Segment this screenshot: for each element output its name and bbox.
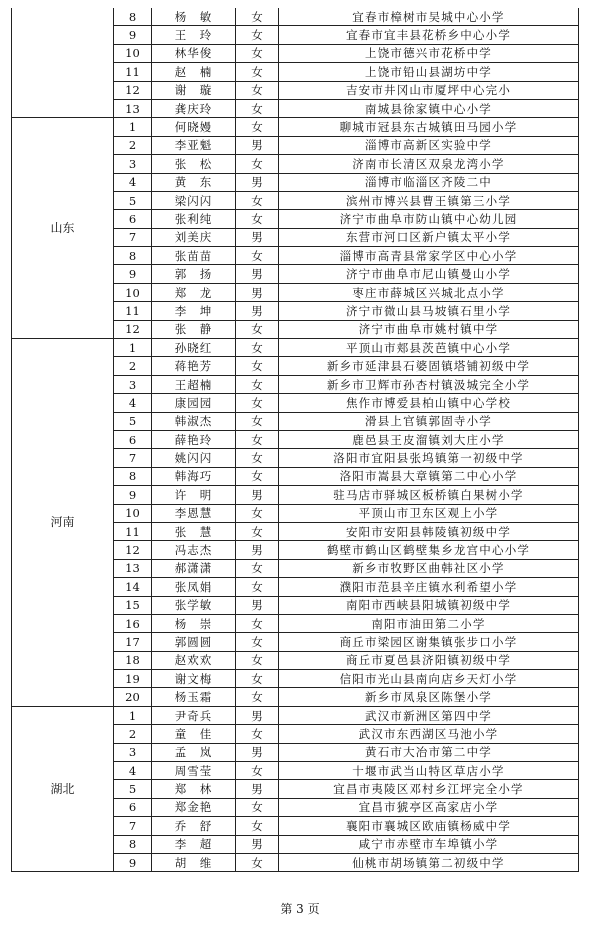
gender-cell: 女 <box>236 762 279 780</box>
teacher-name-cell: 李恩慧 <box>152 504 236 522</box>
row-number-cell: 8 <box>114 467 152 485</box>
teacher-name-cell: 郝潇潇 <box>152 559 236 577</box>
gender-cell: 女 <box>236 559 279 577</box>
row-number-cell: 9 <box>114 853 152 871</box>
school-name-cell: 滑县上官镇郭固寺小学 <box>279 412 579 430</box>
school-name-cell: 新乡市延津县石婆固镇塔铺初级中学 <box>279 357 579 375</box>
province-cell: 河南 <box>12 339 114 707</box>
teacher-name-cell: 郑金艳 <box>152 798 236 816</box>
row-number-cell: 10 <box>114 504 152 522</box>
school-name-cell: 十堰市武当山特区草店小学 <box>279 762 579 780</box>
school-name-cell: 驻马店市驿城区板桥镇白果树小学 <box>279 486 579 504</box>
teacher-name-cell: 郭 扬 <box>152 265 236 283</box>
teacher-name-cell: 郑 林 <box>152 780 236 798</box>
table-row <box>12 8 579 26</box>
row-number-cell: 9 <box>114 486 152 504</box>
teacher-name-cell: 康园园 <box>152 394 236 412</box>
row-number-cell: 17 <box>114 633 152 651</box>
gender-cell: 男 <box>236 486 279 504</box>
school-name-cell: 咸宁市赤壁市车埠镇小学 <box>279 835 579 853</box>
row-number-cell: 4 <box>114 762 152 780</box>
teacher-name-cell: 周雪莹 <box>152 762 236 780</box>
gender-cell: 男 <box>236 302 279 320</box>
row-number-cell: 20 <box>114 688 152 706</box>
row-number-cell: 3 <box>114 375 152 393</box>
row-number-cell: 7 <box>114 817 152 835</box>
row-number-cell: 6 <box>114 210 152 228</box>
teacher-name-cell: 谢 璇 <box>152 81 236 99</box>
teacher-name-cell: 郑 龙 <box>152 283 236 301</box>
school-name-cell: 武汉市新洲区第四中学 <box>279 706 579 724</box>
gender-cell: 女 <box>236 8 279 26</box>
gender-cell: 男 <box>236 228 279 246</box>
row-number-cell: 19 <box>114 670 152 688</box>
school-name-cell: 宜春市宜丰县花桥乡中心小学 <box>279 26 579 44</box>
school-name-cell: 新乡市卫辉市孙杏村镇汲城完全小学 <box>279 375 579 393</box>
gender-cell: 女 <box>236 614 279 632</box>
gender-cell: 女 <box>236 357 279 375</box>
row-number-cell: 10 <box>114 283 152 301</box>
row-number-cell: 8 <box>114 247 152 265</box>
school-name-cell: 上饶市德兴市花桥中学 <box>279 44 579 62</box>
school-name-cell: 济宁市曲阜市姚村镇中学 <box>279 320 579 338</box>
school-name-cell: 吉安市井冈山市厦坪中心完小 <box>279 81 579 99</box>
row-number-cell: 6 <box>114 430 152 448</box>
province-cell <box>12 8 114 118</box>
teacher-name-cell: 冯志杰 <box>152 541 236 559</box>
row-number-cell: 15 <box>114 596 152 614</box>
gender-cell: 女 <box>236 688 279 706</box>
school-name-cell: 安阳市安阳县韩陵镇初级中学 <box>279 522 579 540</box>
teacher-name-cell: 杨玉霜 <box>152 688 236 706</box>
row-number-cell: 5 <box>114 780 152 798</box>
teacher-name-cell: 龚庆玲 <box>152 99 236 117</box>
teacher-name-cell: 林华俊 <box>152 44 236 62</box>
row-number-cell: 5 <box>114 412 152 430</box>
gender-cell: 女 <box>236 412 279 430</box>
row-number-cell: 1 <box>114 118 152 136</box>
row-number-cell: 3 <box>114 743 152 761</box>
gender-cell: 女 <box>236 633 279 651</box>
gender-cell: 女 <box>236 394 279 412</box>
school-name-cell: 淄博市临淄区齐陵二中 <box>279 173 579 191</box>
teacher-name-cell: 薛艳玲 <box>152 430 236 448</box>
row-number-cell: 1 <box>114 339 152 357</box>
teacher-name-cell: 韩海巧 <box>152 467 236 485</box>
teacher-name-cell: 许 明 <box>152 486 236 504</box>
teacher-name-cell: 乔 舒 <box>152 817 236 835</box>
school-name-cell: 黄石市大冶市第二中学 <box>279 743 579 761</box>
gender-cell: 女 <box>236 817 279 835</box>
teacher-name-cell: 胡 维 <box>152 853 236 871</box>
row-number-cell: 12 <box>114 81 152 99</box>
row-number-cell: 10 <box>114 44 152 62</box>
school-name-cell: 济宁市微山县马坡镇石里小学 <box>279 302 579 320</box>
teacher-name-cell: 张 松 <box>152 155 236 173</box>
teacher-name-cell: 张苗苗 <box>152 247 236 265</box>
school-name-cell: 武汉市东西湖区马池小学 <box>279 725 579 743</box>
row-number-cell: 12 <box>114 320 152 338</box>
row-number-cell: 8 <box>114 835 152 853</box>
row-number-cell: 9 <box>114 26 152 44</box>
row-number-cell: 3 <box>114 155 152 173</box>
gender-cell: 男 <box>236 743 279 761</box>
school-name-cell: 宜昌市猇亭区高家店小学 <box>279 798 579 816</box>
teacher-name-cell: 孙晓红 <box>152 339 236 357</box>
gender-cell: 女 <box>236 467 279 485</box>
gender-cell: 女 <box>236 449 279 467</box>
row-number-cell: 8 <box>114 8 152 26</box>
gender-cell: 女 <box>236 430 279 448</box>
row-number-cell: 13 <box>114 559 152 577</box>
gender-cell: 女 <box>236 155 279 173</box>
teacher-name-cell: 刘美庆 <box>152 228 236 246</box>
school-name-cell: 南阳市油田第二小学 <box>279 614 579 632</box>
gender-cell: 女 <box>236 504 279 522</box>
row-number-cell: 2 <box>114 725 152 743</box>
teacher-name-cell: 王 玲 <box>152 26 236 44</box>
school-name-cell: 济宁市曲阜市尼山镇曼山小学 <box>279 265 579 283</box>
province-cell: 湖北 <box>12 706 114 872</box>
teacher-name-cell: 谢文梅 <box>152 670 236 688</box>
province-cell: 山东 <box>12 118 114 339</box>
teacher-name-cell: 杨 敏 <box>152 8 236 26</box>
school-name-cell: 南阳市西峡县阳城镇初级中学 <box>279 596 579 614</box>
school-name-cell: 淄博市高新区实验中学 <box>279 136 579 154</box>
teacher-roster-table <box>11 8 579 872</box>
school-name-cell: 淄博市高青县常家学区中心小学 <box>279 247 579 265</box>
school-name-cell: 新乡市凤泉区陈堡小学 <box>279 688 579 706</box>
gender-cell: 女 <box>236 118 279 136</box>
row-number-cell: 2 <box>114 357 152 375</box>
row-number-cell: 18 <box>114 651 152 669</box>
teacher-name-cell: 张 静 <box>152 320 236 338</box>
teacher-name-cell: 尹奇兵 <box>152 706 236 724</box>
gender-cell: 女 <box>236 522 279 540</box>
row-number-cell: 4 <box>114 394 152 412</box>
gender-cell: 女 <box>236 63 279 81</box>
teacher-name-cell: 张 慧 <box>152 522 236 540</box>
table-row <box>12 339 579 357</box>
gender-cell: 男 <box>236 283 279 301</box>
teacher-name-cell: 孟 岚 <box>152 743 236 761</box>
teacher-name-cell: 李 坤 <box>152 302 236 320</box>
teacher-name-cell: 童 佳 <box>152 725 236 743</box>
gender-cell: 男 <box>236 780 279 798</box>
school-name-cell: 平顶山市郏县茨芭镇中心小学 <box>279 339 579 357</box>
teacher-name-cell: 赵欢欢 <box>152 651 236 669</box>
school-name-cell: 新乡市牧野区曲韩社区小学 <box>279 559 579 577</box>
teacher-name-cell: 何晓嫚 <box>152 118 236 136</box>
teacher-name-cell: 赵 楠 <box>152 63 236 81</box>
row-number-cell: 13 <box>114 99 152 117</box>
gender-cell: 女 <box>236 320 279 338</box>
gender-cell: 男 <box>236 541 279 559</box>
gender-cell: 女 <box>236 26 279 44</box>
school-name-cell: 仙桃市胡场镇第二初级中学 <box>279 853 579 871</box>
school-name-cell: 滨州市博兴县曹王镇第三小学 <box>279 191 579 209</box>
teacher-name-cell: 姚闪闪 <box>152 449 236 467</box>
row-number-cell: 11 <box>114 63 152 81</box>
roster-body <box>12 8 579 872</box>
teacher-name-cell: 梁闪闪 <box>152 191 236 209</box>
teacher-name-cell: 李 超 <box>152 835 236 853</box>
teacher-name-cell: 杨 崇 <box>152 614 236 632</box>
school-name-cell: 洛阳市宜阳县张坞镇第一初级中学 <box>279 449 579 467</box>
school-name-cell: 济宁市曲阜市防山镇中心幼儿园 <box>279 210 579 228</box>
school-name-cell: 洛阳市嵩县大章镇第二中心小学 <box>279 467 579 485</box>
gender-cell: 男 <box>236 835 279 853</box>
gender-cell: 女 <box>236 210 279 228</box>
gender-cell: 女 <box>236 670 279 688</box>
gender-cell: 女 <box>236 651 279 669</box>
row-number-cell: 9 <box>114 265 152 283</box>
teacher-name-cell: 郭圆圆 <box>152 633 236 651</box>
gender-cell: 女 <box>236 99 279 117</box>
school-name-cell: 鹤壁市鹤山区鹤壁集乡龙宫中心小学 <box>279 541 579 559</box>
school-name-cell: 濮阳市范县辛庄镇水利希望小学 <box>279 578 579 596</box>
school-name-cell: 宜昌市夷陵区邓村乡江坪完全小学 <box>279 780 579 798</box>
row-number-cell: 4 <box>114 173 152 191</box>
school-name-cell: 上饶市铅山县湖坊中学 <box>279 63 579 81</box>
teacher-name-cell: 张凤娟 <box>152 578 236 596</box>
gender-cell: 女 <box>236 247 279 265</box>
gender-cell: 女 <box>236 725 279 743</box>
school-name-cell: 商丘市夏邑县济阳镇初级中学 <box>279 651 579 669</box>
school-name-cell: 焦作市博爱县柏山镇中心学校 <box>279 394 579 412</box>
gender-cell: 女 <box>236 81 279 99</box>
table-row <box>12 118 579 136</box>
school-name-cell: 商丘市梁园区谢集镇张步口小学 <box>279 633 579 651</box>
school-name-cell: 襄阳市襄城区欧庙镇杨威中学 <box>279 817 579 835</box>
row-number-cell: 6 <box>114 798 152 816</box>
gender-cell: 男 <box>236 136 279 154</box>
row-number-cell: 11 <box>114 522 152 540</box>
gender-cell: 男 <box>236 173 279 191</box>
row-number-cell: 5 <box>114 191 152 209</box>
school-name-cell: 聊城市冠县东古城镇田马园小学 <box>279 118 579 136</box>
gender-cell: 男 <box>236 596 279 614</box>
page-number: 第 3 页 <box>280 902 320 916</box>
teacher-name-cell: 张学敏 <box>152 596 236 614</box>
school-name-cell: 平顶山市卫东区观上小学 <box>279 504 579 522</box>
row-number-cell: 14 <box>114 578 152 596</box>
table-row <box>12 706 579 724</box>
teacher-name-cell: 黄 东 <box>152 173 236 191</box>
gender-cell: 女 <box>236 44 279 62</box>
school-name-cell: 南城县徐家镇中心小学 <box>279 99 579 117</box>
teacher-name-cell: 王超楠 <box>152 375 236 393</box>
gender-cell: 女 <box>236 798 279 816</box>
gender-cell: 女 <box>236 853 279 871</box>
school-name-cell: 鹿邑县王皮溜镇刘大庄小学 <box>279 430 579 448</box>
row-number-cell: 11 <box>114 302 152 320</box>
school-name-cell: 宜春市樟树市吴城中心小学 <box>279 8 579 26</box>
gender-cell: 男 <box>236 706 279 724</box>
row-number-cell: 16 <box>114 614 152 632</box>
row-number-cell: 2 <box>114 136 152 154</box>
school-name-cell: 信阳市光山县南向店乡天灯小学 <box>279 670 579 688</box>
row-number-cell: 12 <box>114 541 152 559</box>
school-name-cell: 枣庄市薛城区兴城北点小学 <box>279 283 579 301</box>
gender-cell: 女 <box>236 375 279 393</box>
row-number-cell: 7 <box>114 449 152 467</box>
row-number-cell: 7 <box>114 228 152 246</box>
gender-cell: 女 <box>236 578 279 596</box>
school-name-cell: 东营市河口区新户镇太平小学 <box>279 228 579 246</box>
teacher-name-cell: 蒋艳芳 <box>152 357 236 375</box>
teacher-name-cell: 韩淑杰 <box>152 412 236 430</box>
teacher-name-cell: 张利纯 <box>152 210 236 228</box>
gender-cell: 男 <box>236 265 279 283</box>
gender-cell: 女 <box>236 191 279 209</box>
row-number-cell: 1 <box>114 706 152 724</box>
school-name-cell: 济南市长清区双泉龙湾小学 <box>279 155 579 173</box>
gender-cell: 女 <box>236 339 279 357</box>
teacher-name-cell: 李亚魁 <box>152 136 236 154</box>
